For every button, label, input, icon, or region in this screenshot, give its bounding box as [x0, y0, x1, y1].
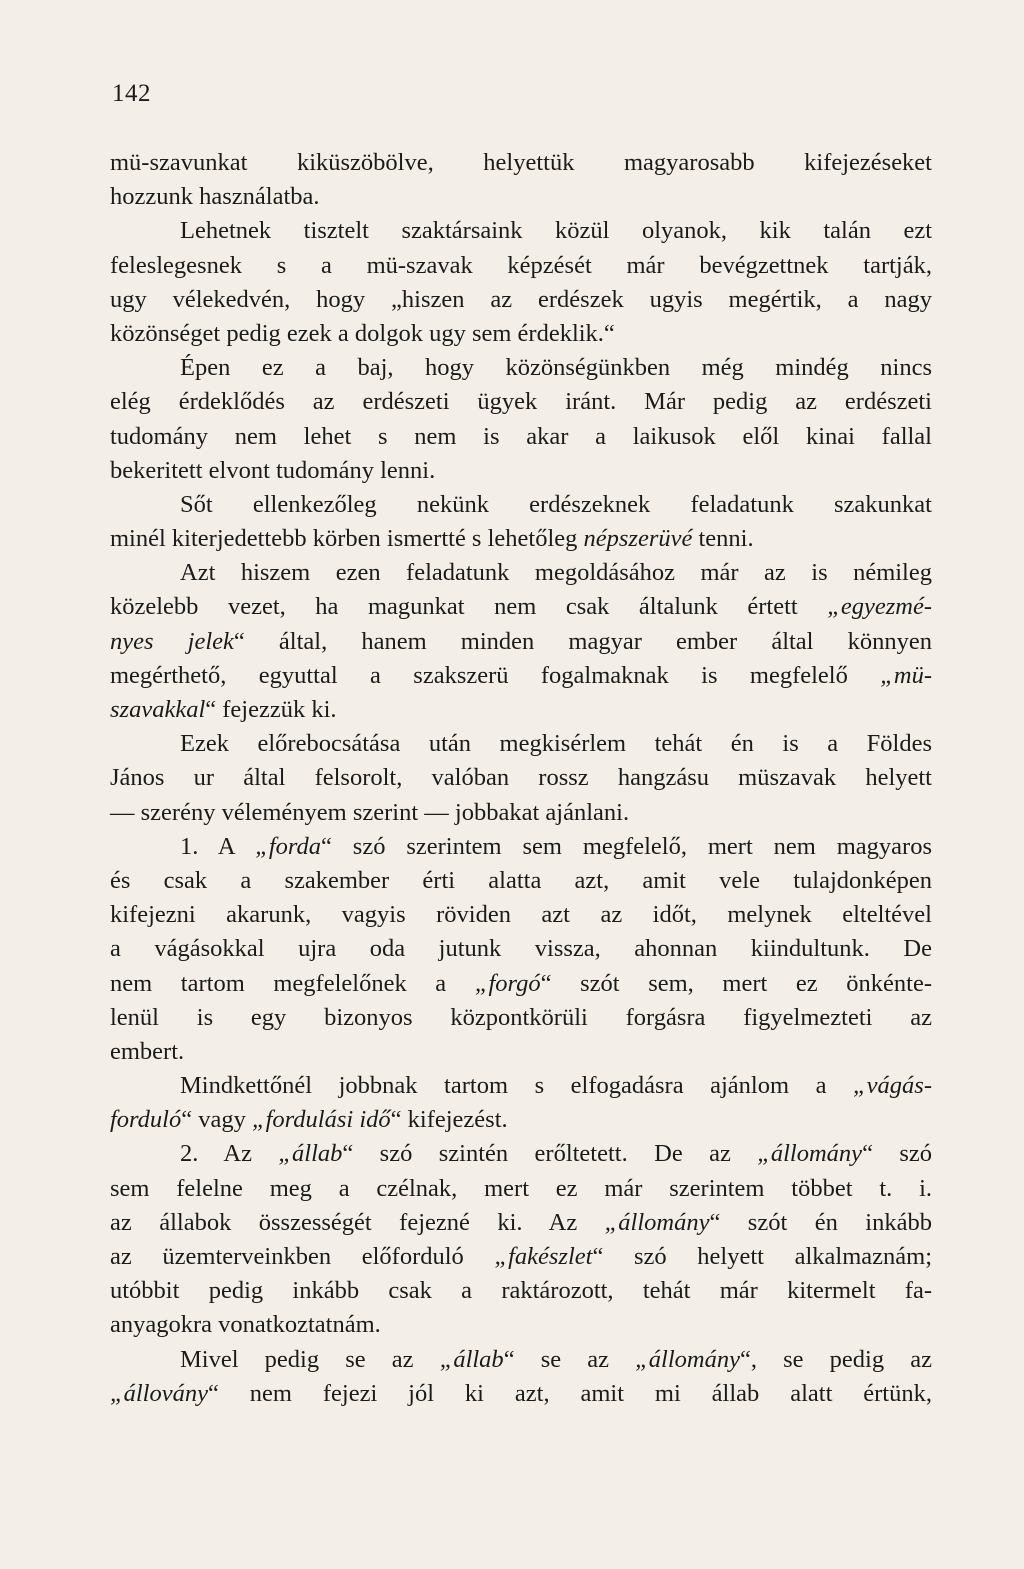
italic-term: „forgó [474, 969, 541, 997]
text-run: Épen ez a baj, hogy közönségünkben még mindég nincs [180, 354, 932, 382]
text-run: hozzunk használatba. [110, 183, 320, 211]
text-line [110, 898, 932, 932]
text-run: — szerény véleményem szerint — jobbakat ajánlani. [110, 798, 630, 826]
italic-term: „állomány [635, 1345, 740, 1373]
italic-term: „fakészlet [494, 1243, 593, 1270]
italic-term: szavakkal [110, 696, 206, 723]
text-run: lenül is egy bizonyos központkörüli forgásra figyelmezteti az [110, 1003, 932, 1031]
body-text [110, 146, 932, 1411]
italic-term: nyes jelek [110, 627, 234, 655]
text-run: “ vagy [181, 1106, 252, 1134]
text-run: tudomány nem lehet s nem is akar a laikusok elől kinai fallal [110, 422, 932, 450]
italic-term: „állomány [757, 1140, 863, 1168]
text-line [110, 1274, 932, 1308]
italic-term: forduló [110, 1106, 182, 1134]
text-run: embert. [110, 1037, 185, 1065]
text-line [110, 1343, 932, 1377]
text-run: elég érdeklődés az erdészeti ügyek iránt. Már pedig az erdészeti [110, 388, 932, 416]
text-line [110, 214, 932, 248]
text-run: “ kifejezést. [390, 1106, 508, 1134]
text-run: az üzemterveinkben előforduló [110, 1243, 495, 1270]
text-run: “ se az [503, 1345, 636, 1373]
text-run: “ szó helyett alkalmaznám; [592, 1243, 932, 1270]
text-line [110, 625, 932, 659]
text-line [110, 385, 932, 419]
text-line [110, 864, 932, 898]
text-line [110, 727, 932, 761]
text-run: feleslegesnek s a mü-szavak képzését már bevégzettnek tartják, [110, 251, 932, 279]
text-line [110, 761, 932, 795]
text-line [110, 932, 932, 966]
text-line [110, 1206, 932, 1240]
text-line [110, 1377, 932, 1411]
text-line [110, 556, 932, 590]
italic-term: „állab [439, 1345, 504, 1373]
text-run: “ szó szintén erőltetett. De az [342, 1140, 758, 1168]
text-line [110, 1308, 932, 1342]
text-line [110, 1069, 932, 1103]
text-run: a vágásokkal ujra oda jutunk vissza, ahonnan kiindultunk. De [110, 935, 932, 963]
text-line [110, 1035, 932, 1069]
text-run: 2. Az [180, 1140, 279, 1168]
text-line [110, 1172, 932, 1206]
text-run: közelebb vezet, ha magunkat nem csak általunk értett [110, 593, 828, 621]
italic-term: „állovány [110, 1379, 208, 1407]
text-line [110, 488, 932, 522]
text-line [110, 420, 932, 454]
text-run: 1. A [180, 832, 256, 860]
text-line [110, 1240, 932, 1274]
text-run: “ szót én inkább [709, 1208, 932, 1236]
italic-term: „állab [278, 1140, 343, 1168]
text-run: Ezek előrebocsátása után megkisérlem tehát én is a Földes [180, 730, 932, 758]
text-run: bekeritett elvont tudomány lenni. [110, 456, 436, 484]
text-line [110, 351, 932, 385]
italic-term: „fordulási idő [252, 1106, 391, 1134]
text-line [110, 967, 932, 1001]
italic-term: „forda [255, 832, 321, 860]
text-line [110, 522, 932, 556]
text-run: megérthető, egyuttal a szakszerü fogalmaknak is megfelelő [110, 661, 881, 689]
text-run: közönséget pedig ezek a dolgok ugy sem érdeklik.“ [110, 319, 615, 347]
text-line [110, 180, 932, 214]
text-run: utóbbit pedig inkább csak a raktározott, tehát már kitermelt fa- [110, 1277, 932, 1305]
text-run: és csak a szakember érti alatta azt, amit vele tulajdonképen [110, 866, 932, 894]
text-run: Mivel pedig se az [180, 1345, 440, 1373]
text-line [110, 659, 932, 693]
text-line [110, 590, 932, 624]
text-run: tenni. [692, 525, 754, 553]
text-line [110, 317, 932, 351]
text-line [110, 1001, 932, 1035]
text-line [110, 796, 932, 830]
text-line [110, 283, 932, 317]
text-run: “ szó szerintem sem megfelelő, mert nem magyaros [321, 832, 932, 860]
text-line [110, 693, 932, 727]
italic-term: „egyezmé- [827, 593, 932, 621]
text-run: Azt hiszem ezen feladatunk megoldásához már az is némileg [180, 559, 932, 587]
text-run: az állabok összességét fejezné ki. Az [110, 1208, 605, 1236]
text-line [110, 454, 932, 488]
italic-term: „mü- [880, 661, 932, 689]
text-run: Lehetnek tisztelt szaktársaink közül olyanok, kik talán ezt [180, 217, 932, 245]
text-run: Mindkettőnél jobbnak tartom s elfogadásra ajánlom a [180, 1072, 854, 1100]
text-run: kifejezni akarunk, vagyis röviden azt az időt, melynek elteltével [110, 901, 932, 929]
text-line [110, 249, 932, 283]
text-run: “ szót sem, mert ez önkénte- [540, 969, 932, 997]
page-number: 142 [112, 80, 151, 107]
text-run: “ nem fejezi jól ki azt, amit mi állab alatt értünk, [208, 1379, 932, 1407]
text-run: nem tartom megfelelőnek a [110, 969, 475, 997]
italic-term: népszerüvé [583, 525, 693, 553]
text-run: mü-szavunkat kiküszöbölve, helyettük magyarosabb kifejezéseket [110, 149, 932, 176]
text-line [110, 146, 932, 180]
text-line [110, 1103, 932, 1137]
text-run: “, se pedig az [739, 1345, 932, 1373]
italic-term: „állomány [604, 1208, 710, 1236]
text-run: “ szó [862, 1140, 932, 1168]
text-run: sem felelne meg a czélnak, mert ez már szerintem többet t. i. [110, 1174, 932, 1202]
text-run: minél kiterjedettebb körben ismertté s lehetőleg [110, 525, 584, 553]
italic-term: „vágás- [853, 1072, 932, 1100]
text-line [110, 1137, 932, 1171]
text-run: “ által, hanem minden magyar ember által könnyen [233, 627, 932, 655]
text-run: anyagokra vonatkoztatnám. [110, 1311, 381, 1339]
text-line [110, 830, 932, 864]
text-run: ugy vélekedvén, hogy „hiszen az erdészek ugyis megértik, a nagy [110, 285, 932, 313]
text-run: János ur által felsorolt, valóban rossz hangzásu müszavak helyett [110, 764, 932, 792]
text-run: Sőt ellenkezőleg nekünk erdészeknek feladatunk szakunkat [180, 490, 932, 518]
text-run: “ fejezzük ki. [205, 696, 337, 723]
